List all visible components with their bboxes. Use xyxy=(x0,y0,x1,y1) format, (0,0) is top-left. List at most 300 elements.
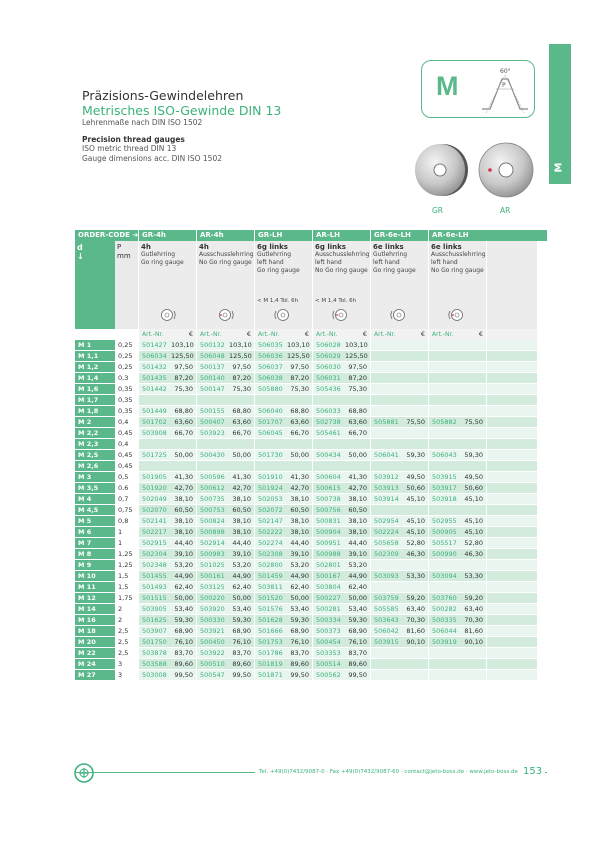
article-number-cell xyxy=(196,461,229,471)
article-number-cell[interactable]: 503913 xyxy=(370,483,403,493)
description-line: Go ring gauge xyxy=(141,259,184,266)
thread-size-cell: M 2,2 xyxy=(75,428,115,438)
article-number-cell[interactable]: 500227 xyxy=(312,593,345,603)
article-number-cell[interactable]: 503922 xyxy=(196,648,229,658)
art-nr-header: Art.-Nr. xyxy=(196,329,229,340)
table-row xyxy=(75,483,547,494)
pitch-cell: 1 xyxy=(115,538,138,548)
article-number-cell[interactable]: 501455 xyxy=(138,571,171,581)
article-number-cell[interactable]: 500738 xyxy=(312,494,345,504)
price-cell xyxy=(461,670,486,680)
price-cell: 50,00 xyxy=(345,593,370,603)
article-number-cell[interactable]: 501871 xyxy=(254,670,287,680)
price-cell: 62,40 xyxy=(171,582,196,592)
price-cell: 53,40 xyxy=(345,604,370,614)
page-header xyxy=(82,88,412,163)
price-cell xyxy=(461,439,486,449)
price-cell: 62,40 xyxy=(287,582,312,592)
price-cell xyxy=(403,428,428,438)
article-number-cell xyxy=(370,670,403,680)
table-header-row xyxy=(75,230,547,241)
article-number-cell[interactable]: 501924 xyxy=(254,483,287,493)
price-cell: 87,20 xyxy=(171,373,196,383)
article-number-cell[interactable]: 505882 xyxy=(428,417,461,427)
article-number-cell[interactable]: 503917 xyxy=(428,483,461,493)
article-number-cell[interactable]: 506034 xyxy=(138,351,171,361)
article-number-cell[interactable]: 500450 xyxy=(196,637,229,647)
table-row xyxy=(75,615,547,626)
price-cell: 53,40 xyxy=(287,604,312,614)
article-number-cell[interactable]: 502915 xyxy=(138,538,171,548)
pitch-cell: 1 xyxy=(115,527,138,537)
article-number-cell[interactable]: 501515 xyxy=(138,593,171,603)
article-number-cell[interactable]: 502800 xyxy=(254,560,287,570)
description-line: Gutlehrring xyxy=(257,251,292,258)
price-cell: 76,10 xyxy=(287,637,312,647)
article-number-cell[interactable]: 500147 xyxy=(196,384,229,394)
article-number-cell[interactable]: 506029 xyxy=(312,351,345,361)
price-cell: 49,50 xyxy=(403,472,428,482)
article-number-cell[interactable]: 506035 xyxy=(254,340,287,350)
price-cell: 53,30 xyxy=(403,571,428,581)
article-number-cell xyxy=(370,384,403,394)
article-number-cell[interactable]: 502049 xyxy=(138,494,171,504)
article-number-cell[interactable]: 500983 xyxy=(196,549,229,559)
table-row xyxy=(75,593,547,604)
price-cell xyxy=(461,505,486,515)
price-cell xyxy=(403,648,428,658)
article-number-cell[interactable]: 500137 xyxy=(196,362,229,372)
price-cell: 68,80 xyxy=(229,406,254,416)
article-number-cell[interactable]: 503760 xyxy=(428,593,461,603)
article-number-cell[interactable]: 501435 xyxy=(138,373,171,383)
article-number-cell[interactable]: 500547 xyxy=(196,670,229,680)
price-cell: 53,20 xyxy=(287,560,312,570)
price-cell xyxy=(461,648,486,658)
thread-size-cell: M 14 xyxy=(75,604,115,614)
ring-gauge-icon xyxy=(400,138,540,208)
pitch-cell: 0,45 xyxy=(115,428,138,438)
description-line: No Go ring gauge xyxy=(315,267,368,274)
article-number-cell[interactable]: 501628 xyxy=(254,615,287,625)
article-number-cell[interactable]: 503918 xyxy=(428,494,461,504)
thread-size-cell: M 4 xyxy=(75,494,115,504)
col-p-header xyxy=(115,241,138,329)
article-number-cell[interactable]: 501493 xyxy=(138,582,171,592)
article-number-cell[interactable]: 500510 xyxy=(196,659,229,669)
price-cell: 38,10 xyxy=(171,516,196,526)
article-number-cell xyxy=(370,406,403,416)
price-cell: 89,60 xyxy=(171,659,196,669)
table-row xyxy=(75,538,547,549)
article-number-cell[interactable]: 505436 xyxy=(312,384,345,394)
article-number-cell[interactable]: 500220 xyxy=(196,593,229,603)
article-number-cell[interactable]: 502222 xyxy=(254,527,287,537)
article-number-cell[interactable]: 505517 xyxy=(428,538,461,548)
section-tab[interactable] xyxy=(549,44,571,184)
article-number-cell[interactable]: 500330 xyxy=(196,615,229,625)
article-number-cell[interactable]: 506045 xyxy=(254,428,287,438)
article-number-cell[interactable]: 500831 xyxy=(312,516,345,526)
article-number-cell[interactable]: 500282 xyxy=(428,604,461,614)
article-number-cell[interactable]: 501432 xyxy=(138,362,171,372)
table-row xyxy=(75,604,547,615)
table-row xyxy=(75,362,547,373)
price-cell: 53,40 xyxy=(229,604,254,614)
price-cell: 44,90 xyxy=(171,571,196,581)
description-line: 6e links xyxy=(373,243,404,251)
article-number-cell[interactable]: 503912 xyxy=(370,472,403,482)
article-number-cell[interactable]: 503919 xyxy=(428,637,461,647)
price-cell: 59,20 xyxy=(403,593,428,603)
article-number-cell xyxy=(428,428,461,438)
article-number-cell[interactable]: 503094 xyxy=(428,571,461,581)
article-number-cell[interactable]: 500988 xyxy=(312,549,345,559)
article-number-cell[interactable]: 506042 xyxy=(370,626,403,636)
thread-size-cell: M 20 xyxy=(75,637,115,647)
price-cell xyxy=(461,395,486,405)
price-cell xyxy=(171,439,196,449)
article-number-cell[interactable]: 501442 xyxy=(138,384,171,394)
page-subtitle: Metrisches ISO-Gewinde DIN 13 xyxy=(82,103,282,118)
article-number-cell xyxy=(428,362,461,372)
article-number-cell[interactable]: 502224 xyxy=(370,527,403,537)
article-number-cell[interactable]: 500562 xyxy=(312,670,345,680)
article-number-cell[interactable]: 502217 xyxy=(138,527,171,537)
description-line: left hand xyxy=(431,259,458,266)
price-cell: 81,60 xyxy=(403,626,428,636)
price-cell: 59,30 xyxy=(345,615,370,625)
title-en: Precision thread gauges xyxy=(82,134,185,144)
article-number-cell[interactable]: 502738 xyxy=(312,417,345,427)
description-line: left hand xyxy=(315,259,342,266)
article-number-cell[interactable]: 503878 xyxy=(138,648,171,658)
ring-label-ar: AR xyxy=(500,206,511,215)
description-cell xyxy=(312,241,370,329)
article-number-cell[interactable]: 500514 xyxy=(312,659,345,669)
thread-size-cell: M 4,5 xyxy=(75,505,115,515)
article-number-cell[interactable]: 500756 xyxy=(312,505,345,515)
price-cell xyxy=(403,560,428,570)
article-number-cell xyxy=(428,461,461,471)
price-cell: 103,10 xyxy=(229,340,254,350)
article-number-cell[interactable]: 500824 xyxy=(196,516,229,526)
price-cell xyxy=(171,395,196,405)
price-cell: 38,10 xyxy=(229,516,254,526)
article-number-cell[interactable]: 500615 xyxy=(312,483,345,493)
price-cell: 50,60 xyxy=(461,483,486,493)
article-number-cell xyxy=(370,373,403,383)
pitch-cell: 3 xyxy=(115,670,138,680)
article-number-cell[interactable]: 501819 xyxy=(254,659,287,669)
description-line: Gutlehrring xyxy=(373,251,408,258)
price-cell: 53,20 xyxy=(229,560,254,570)
description-line: 6g links xyxy=(315,243,346,251)
price-cell: 45,10 xyxy=(461,516,486,526)
price-cell: 59,20 xyxy=(461,593,486,603)
article-number-cell[interactable]: 501625 xyxy=(138,615,171,625)
article-number-cell[interactable]: 500596 xyxy=(196,472,229,482)
article-number-cell[interactable]: 500430 xyxy=(196,450,229,460)
article-number-cell[interactable]: 501910 xyxy=(254,472,287,482)
price-cell xyxy=(461,340,486,350)
article-number-cell[interactable]: 503353 xyxy=(312,648,345,658)
article-number-cell[interactable]: 501786 xyxy=(254,648,287,658)
thread-size-cell: M 6 xyxy=(75,527,115,537)
article-number-cell[interactable]: 506037 xyxy=(254,362,287,372)
article-number-cell[interactable]: 500735 xyxy=(196,494,229,504)
price-cell xyxy=(403,351,428,361)
article-number-cell[interactable]: 501750 xyxy=(138,637,171,647)
article-number-cell[interactable]: 503923 xyxy=(196,428,229,438)
article-number-cell[interactable]: 502141 xyxy=(138,516,171,526)
table-row xyxy=(75,637,547,648)
article-number-cell[interactable]: 500905 xyxy=(428,527,461,537)
article-number-cell[interactable]: 500753 xyxy=(196,505,229,515)
price-cell: 87,20 xyxy=(345,373,370,383)
article-number-cell[interactable]: 506031 xyxy=(312,373,345,383)
price-cell xyxy=(461,582,486,592)
price-cell xyxy=(345,439,370,449)
article-number-cell[interactable]: 503914 xyxy=(370,494,403,504)
article-number-cell[interactable]: 500454 xyxy=(312,637,345,647)
description-line: 6e links xyxy=(431,243,462,251)
thread-size-cell: M 5 xyxy=(75,516,115,526)
article-number-cell[interactable]: 500898 xyxy=(196,527,229,537)
pitch-cell: 0,25 xyxy=(115,340,138,350)
price-cell: 42,70 xyxy=(229,483,254,493)
pitch-cell: 0,8 xyxy=(115,516,138,526)
price-cell: 38,10 xyxy=(287,516,312,526)
art-nr-header: Art.-Nr. xyxy=(312,329,345,340)
price-cell: 97,50 xyxy=(345,362,370,372)
price-cell xyxy=(461,351,486,361)
article-number-cell[interactable]: 500140 xyxy=(196,373,229,383)
price-header: € xyxy=(229,329,254,340)
article-number-cell[interactable]: 506048 xyxy=(196,351,229,361)
article-number-cell[interactable]: 500951 xyxy=(312,538,345,548)
article-number-cell[interactable]: 500132 xyxy=(196,340,229,350)
price-cell: 99,50 xyxy=(345,670,370,680)
price-cell: 50,00 xyxy=(287,450,312,460)
price-cell: 70,30 xyxy=(403,615,428,625)
thread-size-cell: M 16 xyxy=(75,615,115,625)
article-number-cell[interactable]: 501666 xyxy=(254,626,287,636)
price-cell: 66,70 xyxy=(345,428,370,438)
article-number-cell[interactable]: 503588 xyxy=(138,659,171,669)
article-number-cell[interactable]: 502914 xyxy=(196,538,229,548)
article-number-cell[interactable]: 500904 xyxy=(312,527,345,537)
col-group-ar-lh: AR-LH xyxy=(312,230,370,241)
article-number-cell[interactable]: 500990 xyxy=(428,549,461,559)
article-number-cell[interactable]: 501707 xyxy=(254,417,287,427)
price-cell xyxy=(461,461,486,471)
article-number-cell[interactable]: 502304 xyxy=(138,549,171,559)
price-cell: 63,40 xyxy=(461,604,486,614)
price-cell: 60,50 xyxy=(287,505,312,515)
price-cell: 68,90 xyxy=(345,626,370,636)
thread-size-cell: M 10 xyxy=(75,571,115,581)
price-cell: 44,40 xyxy=(229,538,254,548)
description-cell xyxy=(370,241,428,329)
price-cell: 53,30 xyxy=(461,571,486,581)
article-number-cell[interactable]: 501725 xyxy=(138,450,171,460)
price-cell: 97,50 xyxy=(171,362,196,372)
article-number-cell[interactable]: 502274 xyxy=(254,538,287,548)
price-cell: 60,50 xyxy=(171,505,196,515)
article-number-cell xyxy=(138,461,171,471)
article-number-cell[interactable]: 503125 xyxy=(196,582,229,592)
article-number-cell[interactable]: 500161 xyxy=(196,571,229,581)
footer-contact: Tel. +49(0)7432/9087-0 · Fax +49(0)7432/9087-60 · contact@jeto-boss.de · www.jeto-boss.de xyxy=(255,769,522,775)
article-number-cell[interactable]: 501730 xyxy=(254,450,287,460)
article-number-cell[interactable]: 503008 xyxy=(138,670,171,680)
article-number-cell[interactable]: 501920 xyxy=(138,483,171,493)
article-number-cell xyxy=(428,439,461,449)
description-line: 6g links xyxy=(257,243,288,251)
pitch-cell: 0,6 xyxy=(115,483,138,493)
article-number-cell[interactable]: 505881 xyxy=(370,417,403,427)
article-number-cell[interactable]: 500373 xyxy=(312,626,345,636)
article-number-cell[interactable]: 506028 xyxy=(312,340,345,350)
article-number-cell[interactable]: 503915 xyxy=(428,472,461,482)
article-number-cell[interactable]: 501905 xyxy=(138,472,171,482)
price-cell: 66,70 xyxy=(229,428,254,438)
art-nr-header: Art.-Nr. xyxy=(138,329,171,340)
price-cell: 50,00 xyxy=(229,450,254,460)
article-number-cell[interactable]: 505461 xyxy=(312,428,345,438)
price-cell: 62,40 xyxy=(345,582,370,592)
price-cell: 38,10 xyxy=(171,527,196,537)
price-cell xyxy=(171,461,196,471)
article-number-cell[interactable]: 506038 xyxy=(254,373,287,383)
thread-type-badge xyxy=(421,60,535,118)
price-cell: 76,10 xyxy=(345,637,370,647)
article-number-cell[interactable]: 501753 xyxy=(254,637,287,647)
article-number-cell[interactable]: 505585 xyxy=(370,604,403,614)
article-number-cell[interactable]: 500612 xyxy=(196,483,229,493)
price-cell xyxy=(229,439,254,449)
article-number-cell[interactable]: 502147 xyxy=(254,516,287,526)
price-cell: 90,10 xyxy=(461,637,486,647)
article-number-cell[interactable]: 502954 xyxy=(370,516,403,526)
thread-size-cell: M 1,7 xyxy=(75,395,115,405)
price-cell: 66,70 xyxy=(287,428,312,438)
article-number-cell xyxy=(428,582,461,592)
article-number-cell xyxy=(428,384,461,394)
article-number-cell[interactable]: 503093 xyxy=(370,571,403,581)
article-number-cell[interactable]: 500155 xyxy=(196,406,229,416)
article-number-cell[interactable]: 503908 xyxy=(138,428,171,438)
article-number-cell[interactable]: 501702 xyxy=(138,417,171,427)
article-number-cell[interactable]: 505880 xyxy=(254,384,287,394)
article-number-cell[interactable]: 503907 xyxy=(138,626,171,636)
article-number-cell[interactable]: 503905 xyxy=(138,604,171,614)
article-number-cell[interactable]: 506044 xyxy=(428,626,461,636)
thread-profile-icon xyxy=(480,65,530,115)
article-number-cell[interactable]: 506030 xyxy=(312,362,345,372)
article-number-cell[interactable]: 502308 xyxy=(254,549,287,559)
article-number-cell[interactable]: 502070 xyxy=(138,505,171,515)
price-cell: 46,30 xyxy=(461,549,486,559)
article-number-cell[interactable]: 500167 xyxy=(312,571,345,581)
article-number-cell xyxy=(428,659,461,669)
article-number-cell[interactable]: 503921 xyxy=(196,626,229,636)
col-p-unit: mm xyxy=(117,252,131,260)
article-number-cell[interactable]: 506033 xyxy=(312,406,345,416)
article-number-cell[interactable]: 500407 xyxy=(196,417,229,427)
table-row xyxy=(75,340,547,351)
price-cell: 68,80 xyxy=(287,406,312,416)
article-number-cell[interactable]: 501025 xyxy=(196,560,229,570)
price-cell xyxy=(403,439,428,449)
article-number-cell[interactable]: 503920 xyxy=(196,604,229,614)
thread-size-cell: M 27 xyxy=(75,670,115,680)
description-row xyxy=(75,241,547,329)
article-number-cell[interactable]: 503915 xyxy=(370,637,403,647)
article-number-cell[interactable]: 500334 xyxy=(312,615,345,625)
article-number-cell[interactable]: 506041 xyxy=(370,450,403,460)
article-number-cell[interactable]: 503643 xyxy=(370,615,403,625)
article-number-cell[interactable]: 502309 xyxy=(370,549,403,559)
article-number-cell[interactable]: 500335 xyxy=(428,615,461,625)
article-number-cell[interactable]: 500604 xyxy=(312,472,345,482)
article-number-cell[interactable]: 500281 xyxy=(312,604,345,614)
thread-angle-label: 60° xyxy=(500,68,511,75)
article-number-cell[interactable]: 500434 xyxy=(312,450,345,460)
price-cell: 45,10 xyxy=(403,494,428,504)
article-number-cell[interactable]: 501449 xyxy=(138,406,171,416)
article-number-cell[interactable]: 505658 xyxy=(370,538,403,548)
article-number-cell[interactable]: 501520 xyxy=(254,593,287,603)
article-number-cell[interactable]: 502053 xyxy=(254,494,287,504)
price-cell: 63,60 xyxy=(345,417,370,427)
article-number-cell[interactable]: 506043 xyxy=(428,450,461,460)
article-number-cell[interactable]: 502801 xyxy=(312,560,345,570)
article-number-cell xyxy=(196,439,229,449)
article-number-cell[interactable]: 501427 xyxy=(138,340,171,350)
table-row xyxy=(75,648,547,659)
price-cell: 44,40 xyxy=(171,538,196,548)
article-number-cell xyxy=(138,439,171,449)
table-row xyxy=(75,516,547,527)
article-number-cell[interactable]: 501576 xyxy=(254,604,287,614)
article-number-cell[interactable]: 502072 xyxy=(254,505,287,515)
article-number-cell[interactable]: 506036 xyxy=(254,351,287,361)
price-cell: 66,70 xyxy=(171,428,196,438)
price-cell: 68,90 xyxy=(287,626,312,636)
article-number-cell[interactable]: 502348 xyxy=(138,560,171,570)
price-cell: 89,60 xyxy=(345,659,370,669)
price-cell: 59,30 xyxy=(229,615,254,625)
article-number-cell[interactable]: 503811 xyxy=(254,582,287,592)
price-cell: 99,50 xyxy=(171,670,196,680)
article-number-cell[interactable]: 503804 xyxy=(312,582,345,592)
pitch-cell: 1,5 xyxy=(115,582,138,592)
article-number-cell[interactable]: 506040 xyxy=(254,406,287,416)
go-ring-symbol-icon xyxy=(272,307,294,323)
article-number-cell[interactable]: 501459 xyxy=(254,571,287,581)
article-number-cell[interactable]: 503759 xyxy=(370,593,403,603)
subheader-row xyxy=(75,329,547,340)
price-cell: 60,50 xyxy=(345,505,370,515)
price-header: € xyxy=(345,329,370,340)
go-ring-symbol-icon xyxy=(388,307,410,323)
article-number-cell[interactable]: 502955 xyxy=(428,516,461,526)
table-row xyxy=(75,395,547,406)
price-cell xyxy=(229,395,254,405)
price-cell: 38,10 xyxy=(345,516,370,526)
